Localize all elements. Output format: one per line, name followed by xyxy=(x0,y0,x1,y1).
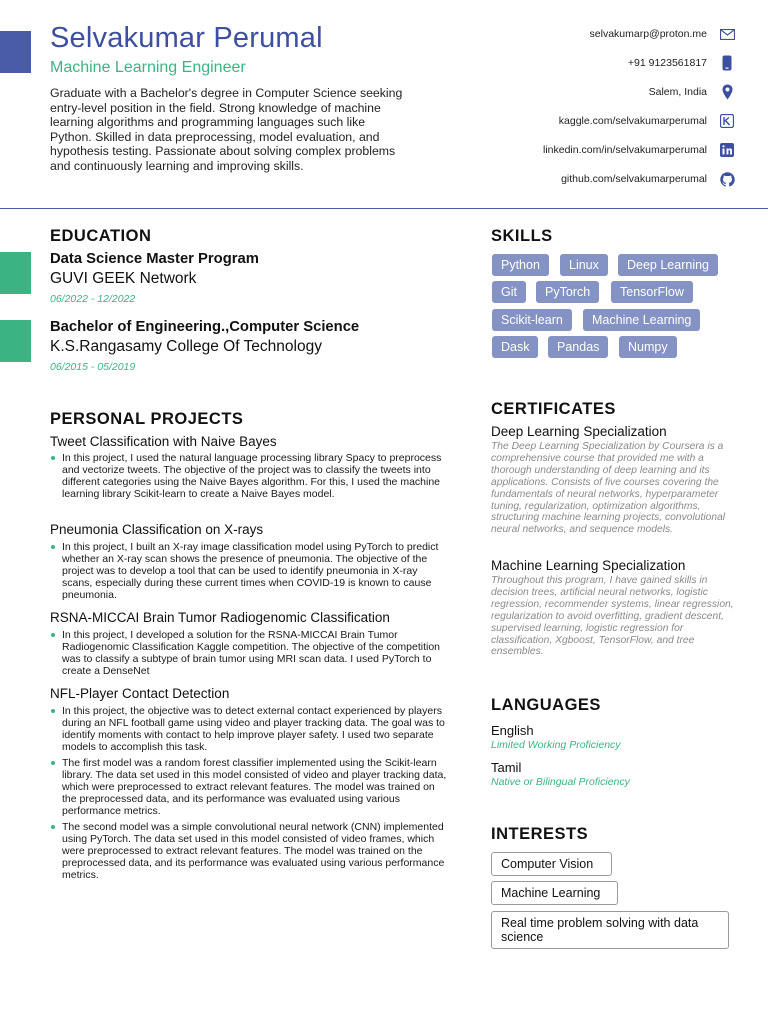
contact-github-text: github.com/selvakumarperumal xyxy=(561,173,707,185)
skill-tag: Linux xyxy=(560,254,608,276)
candidate-name: Selvakumar Perumal xyxy=(50,22,323,54)
interest-tag: Computer Vision xyxy=(491,852,612,876)
education-degree: Data Science Master Program xyxy=(50,251,259,267)
education-school: K.S.Rangasamy College Of Technology xyxy=(50,338,322,355)
skill-tag: Git xyxy=(492,281,526,303)
contact-linkedin[interactable] xyxy=(543,142,735,158)
language-level: Native or Bilingual Proficiency xyxy=(491,776,630,788)
interests-heading: INTERESTS xyxy=(491,825,589,843)
phone-icon xyxy=(719,55,735,71)
linkedin-icon xyxy=(719,142,735,158)
contact-email-text: selvakumarp@proton.me xyxy=(589,28,707,40)
contact-location xyxy=(649,84,735,100)
project-bullet: In this project, I built an X-ray image classification model using PyTorch to predict whether an X-ray scan shows the presence of pneumonia. The objective of the project was to develop a tool that can be used to identify pneumonia in X-ray scans, especially during these current times when COVID-19 is known to cause pneumonia. xyxy=(50,541,450,601)
kaggle-icon xyxy=(719,113,735,129)
contact-kaggle-text: kaggle.com/selvakumarperumal xyxy=(558,115,707,127)
languages-heading: LANGUAGES xyxy=(491,696,601,714)
education-heading: EDUCATION xyxy=(50,227,152,245)
contact-location-text: Salem, India xyxy=(648,86,707,98)
contact-email[interactable] xyxy=(590,26,735,42)
project-title: RSNA-MICCAI Brain Tumor Radiogenomic Classification xyxy=(50,610,390,625)
skill-tag: Deep Learning xyxy=(618,254,718,276)
job-title: Machine Learning Engineer xyxy=(50,59,246,76)
skill-tag: Pandas xyxy=(548,336,608,358)
education-accent-bar-1 xyxy=(0,252,31,294)
email-icon xyxy=(719,26,735,42)
skill-tag: Python xyxy=(492,254,549,276)
education-accent-bar-2 xyxy=(0,320,31,362)
project-bullet: In this project, I developed a solution for the RSNA-MICCAI Brain Tumor Radiogenomic Classification Kaggle competition. The objective of the competition was to classify a subtype of brain tumor using MRI scan data. I used PyTorch to create a DenseNet xyxy=(50,629,450,677)
project-bullet: In this project, the objective was to detect external contact experienced by players during an NFL football game using video and player tracking data. The goal was to identify moments with contact to help improve player safety. I used two separate models to accomplish this task. xyxy=(50,705,450,753)
skill-tag: PyTorch xyxy=(536,281,599,303)
education-degree: Bachelor of Engineering.,Computer Science xyxy=(50,319,360,335)
education-dates: 06/2015 - 05/2019 xyxy=(50,361,136,373)
interest-tag: Machine Learning xyxy=(491,881,618,905)
contact-phone[interactable] xyxy=(628,55,735,71)
skill-tag: TensorFlow xyxy=(611,281,693,303)
language-name: English xyxy=(491,723,534,738)
education-dates: 06/2022 - 12/2022 xyxy=(50,293,136,305)
contact-kaggle[interactable] xyxy=(559,113,735,129)
location-icon xyxy=(719,84,735,100)
project-title: NFL-Player Contact Detection xyxy=(50,686,230,701)
interest-tag: Real time problem solving with data science xyxy=(491,911,729,949)
certificate-description: The Deep Learning Specialization by Coursera is a comprehensive course that provided me with a thorough understanding of deep learning and its applications. Consists of five courses covering the fundamentals of neural networks, hyperparameter tuning, regularization, optimization algorithms, structuring machine learning projects, convolutional neural networks, and sequence models. xyxy=(491,441,726,536)
contact-phone-text: +91 9123561817 xyxy=(627,57,707,69)
certificates-heading: CERTIFICATES xyxy=(491,400,616,418)
skill-tag: Numpy xyxy=(619,336,677,358)
certificate-name: Machine Learning Specialization xyxy=(491,558,686,573)
project-bullet: The second model was a simple convolutional neural network (CNN) implemented using PyTorch. The data set used in this model consisted of video frames, which were preprocessed to extract relevant features. The model was trained on the preprocessed data, and its performance was evaluated using various performance metrics. xyxy=(50,821,450,881)
github-icon xyxy=(719,171,735,187)
project-title: Pneumonia Classification on X-rays xyxy=(50,522,264,537)
certificate-description: Throughout this program, I have gained skills in decision trees, artificial neural networks, logistic regression, recommender systems, linear regression, regularization to avoid overfitting, gradient descent, supervised learning, logistic regression for classification, Xgboost, TensorFlow, and tree ensembles. xyxy=(491,575,734,658)
contact-github[interactable] xyxy=(561,171,735,187)
contact-linkedin-text: linkedin.com/in/selvakumarperumal xyxy=(543,144,707,156)
skills-heading: SKILLS xyxy=(491,227,553,245)
language-level: Limited Working Proficiency xyxy=(491,739,621,751)
language-name: Tamil xyxy=(491,760,522,775)
project-bullet: In this project, I used the natural language processing library Spacy to preprocess and vectorize tweets. The objective of the project was to classify the tweets into different categories using the Naive Bayes algorithm. For this, I used the machine learning library Scikit-learn to create a Naive Bayes model. xyxy=(50,452,450,500)
skill-tag: Dask xyxy=(492,336,538,358)
header-divider xyxy=(0,208,768,209)
skill-tag: Machine Learning xyxy=(583,309,700,331)
skill-tag: Scikit-learn xyxy=(492,309,572,331)
project-title: Tweet Classification with Naive Bayes xyxy=(50,434,277,449)
projects-heading: PERSONAL PROJECTS xyxy=(50,410,244,428)
certificate-name: Deep Learning Specialization xyxy=(491,424,667,439)
header-accent-bar xyxy=(0,31,31,73)
education-school: GUVI GEEK Network xyxy=(50,270,197,287)
profile-summary: Graduate with a Bachelor's degree in Computer Science seeking entry-level position in the field. Strong knowledge of machine learning algorithms and programming languages such like Python. Skilled in data preprocessing, model evaluation, and hypothesis testing. Passionate about solving complex problems and continuously learning and improving skills. xyxy=(50,86,403,173)
project-bullet: The first model was a random forest classifier implemented using the Scikit-learn library. The data set used in this model consisted of video and player tracking data, which were preprocessed to extract relevant features. The model was trained on the preprocessed data, and its performance was evaluated using various performance metrics. xyxy=(50,757,450,817)
